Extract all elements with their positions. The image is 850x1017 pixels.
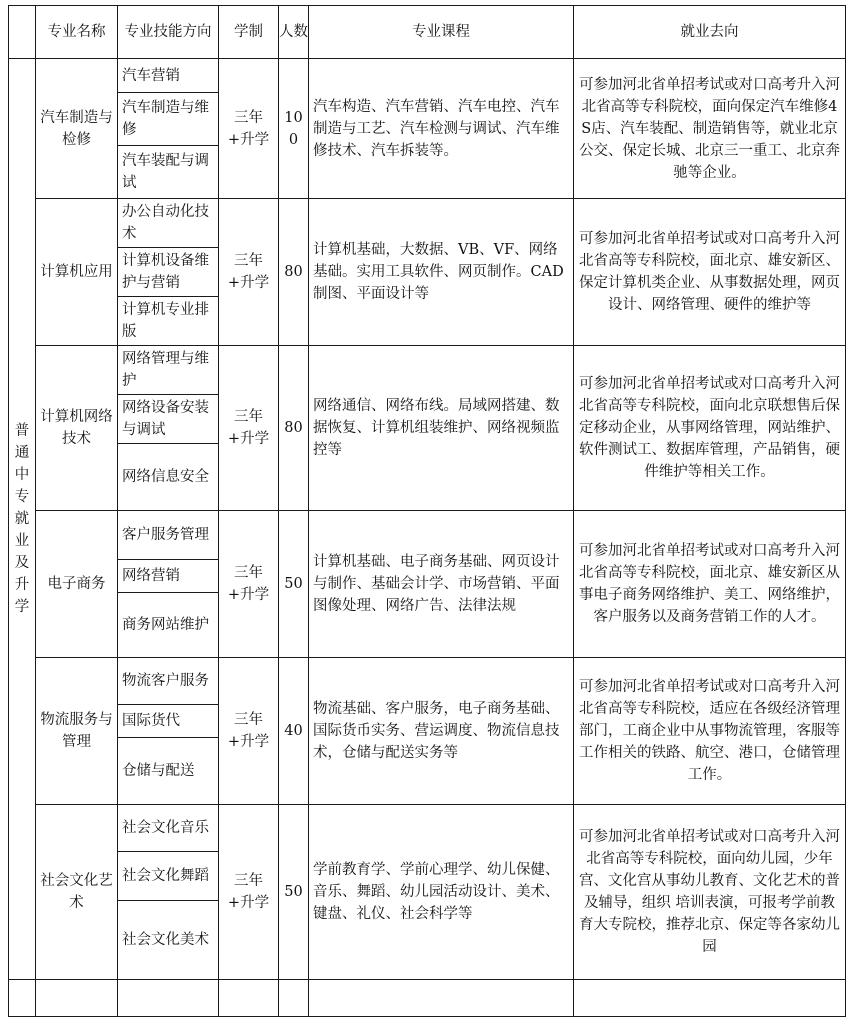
employment-cell: 可参加河北省单招考试或对口高考升入河北省高等专科院校，面北京、雄安新区从事电子商务网络维护、美工、网络维护，客户服务以及商务营销工作的人才。 xyxy=(574,511,846,658)
employment-cell: 可参加河北省单招考试或对口高考升入河北省高等专科院校，面北京、雄安新区、保定计算机类企业、从事数据处理，网页设计、网络管理、硬件的维护等 xyxy=(574,199,846,346)
skill-direction: 办公自动化技术 xyxy=(118,199,219,248)
skill-direction: 汽车装配与调试 xyxy=(118,146,219,199)
empty-cell xyxy=(309,980,574,1017)
employment-cell: 可参加河北省单招考试或对口高考升入河北省高等专科院校，适应在各级经济管理部门，工商企业中从事物流管理，客服等工作相关的铁路、航空、港口，仓储管理工作。 xyxy=(574,658,846,805)
header-employment: 就业去向 xyxy=(574,6,846,59)
skill-direction: 网络营销 xyxy=(118,560,219,593)
table-row xyxy=(9,658,846,705)
count-cell: 100 xyxy=(279,59,309,199)
header-category xyxy=(9,6,36,59)
duration-cell: 三年+升学 xyxy=(219,511,279,658)
major-name: 计算机网络技术 xyxy=(36,346,118,511)
skill-direction: 网络管理与维护 xyxy=(118,346,219,395)
header-courses: 专业课程 xyxy=(309,6,574,59)
duration-cell: 三年+升学 xyxy=(219,199,279,346)
skill-direction: 网络设备安装与调试 xyxy=(118,395,219,444)
major-name: 电子商务 xyxy=(36,511,118,658)
skill-direction: 社会文化音乐 xyxy=(118,805,219,852)
count-cell: 50 xyxy=(279,511,309,658)
skill-direction: 商务网站维护 xyxy=(118,593,219,658)
header-major: 专业名称 xyxy=(36,6,118,59)
skill-direction: 网络信息安全 xyxy=(118,444,219,511)
major-name: 物流服务与管理 xyxy=(36,658,118,805)
employment-cell: 可参加河北省单招考试或对口高考升入河北省高等专科院校，面向保定汽车维修4S店、汽车装配、制造销售等，就业北京公交、保定长城、北京三一重工、北京奔驰等企业。 xyxy=(574,59,846,199)
skill-direction: 社会文化舞蹈 xyxy=(118,852,219,901)
count-cell: 50 xyxy=(279,805,309,980)
empty-cell xyxy=(574,980,846,1017)
courses-cell: 物流基础、客户服务，电子商务基础、国际货币实务、营运调度、物流信息技术，仓储与配送实务等 xyxy=(309,658,574,805)
table-row xyxy=(9,805,846,852)
employment-cell: 可参加河北省单招考试或对口高考升入河北省高等专科院校，面向幼儿园，少年宫、文化宫从事幼儿教育、文化艺术的普及辅导，组织 培训表演，可报考学前教育大专院校，推荐北京、保定等各家幼儿园 xyxy=(574,805,846,980)
skill-direction: 仓储与配送 xyxy=(118,738,219,805)
skill-direction: 汽车制造与维修 xyxy=(118,93,219,146)
courses-cell: 汽车构造、汽车营销、汽车电控、汽车制造与工艺、汽车检测与调试、汽车维修技术、汽车拆装等。 xyxy=(309,59,574,199)
empty-cell xyxy=(36,980,118,1017)
page xyxy=(8,5,845,1017)
duration-cell: 三年+升学 xyxy=(219,658,279,805)
skill-direction: 汽车营销 xyxy=(118,59,219,93)
courses-cell: 学前教育学、学前心理学、幼儿保健、音乐、舞蹈、幼儿园活动设计、美术、键盘、礼仪、社会科学等 xyxy=(309,805,574,980)
count-cell: 80 xyxy=(279,199,309,346)
header-direction: 专业技能方向 xyxy=(118,6,219,59)
skill-direction: 计算机设备维护与营销 xyxy=(118,248,219,297)
skill-direction: 客户服务管理 xyxy=(118,511,219,560)
skill-direction: 社会文化美术 xyxy=(118,901,219,980)
count-cell: 40 xyxy=(279,658,309,805)
employment-cell: 可参加河北省单招考试或对口高考升入河北省高等专科院校，面向北京联想售后保定移动企业，从事网络管理，网站维护、软件测试工、数据库管理，产品销售，硬件维护等相关工作。 xyxy=(574,346,846,511)
header-count: 人数 xyxy=(279,6,309,59)
courses-cell: 计算机基础、电子商务基础、网页设计与制作、基础会计学、市场营销、平面图像处理、网络广告、法律法规 xyxy=(309,511,574,658)
program-table xyxy=(8,5,846,1017)
table-row xyxy=(9,199,846,248)
duration-cell: 三年+升学 xyxy=(219,346,279,511)
courses-cell: 网络通信、网络布线。局域网搭建、数据恢复、计算机组装维护、网络视频监控等 xyxy=(309,346,574,511)
count-cell: 80 xyxy=(279,346,309,511)
skill-direction: 计算机专业排版 xyxy=(118,297,219,346)
empty-cell xyxy=(9,980,36,1017)
header-duration: 学制 xyxy=(219,6,279,59)
table-row xyxy=(9,59,846,93)
header-row xyxy=(9,6,846,59)
major-name: 社会文化艺术 xyxy=(36,805,118,980)
empty-cell xyxy=(279,980,309,1017)
table-row xyxy=(9,511,846,560)
category-cell: 普通中专就业及升学 xyxy=(9,59,36,980)
duration-cell: 三年+升学 xyxy=(219,805,279,980)
skill-direction: 国际货代 xyxy=(118,705,219,738)
table-row xyxy=(9,346,846,395)
empty-row xyxy=(9,980,846,1017)
courses-cell: 计算机基础，大数据、VB、VF、网络基础。实用工具软件、网页制作。CAD制图、平面设计等 xyxy=(309,199,574,346)
empty-cell xyxy=(219,980,279,1017)
empty-cell xyxy=(118,980,219,1017)
major-name: 计算机应用 xyxy=(36,199,118,346)
major-name: 汽车制造与检修 xyxy=(36,59,118,199)
skill-direction: 物流客户服务 xyxy=(118,658,219,705)
duration-cell: 三年+升学 xyxy=(219,59,279,199)
